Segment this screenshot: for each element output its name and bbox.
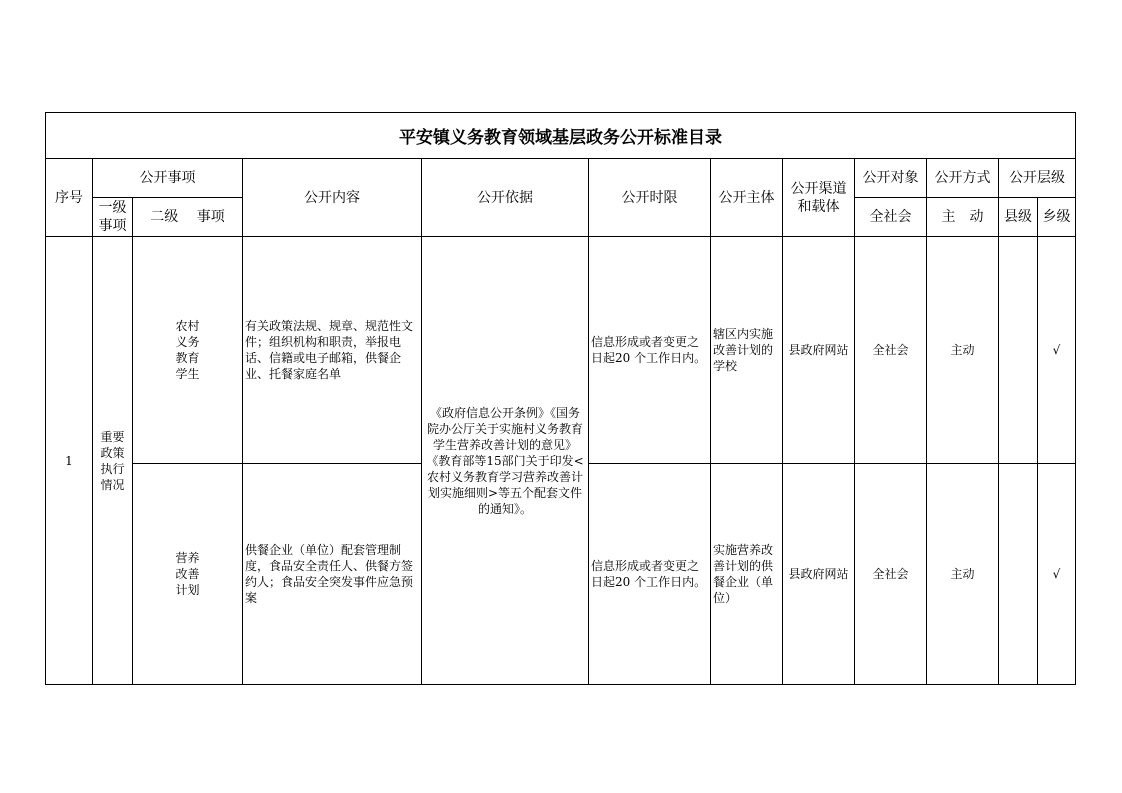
row1-subject: 辖区内实施改善计划的学校 <box>711 237 783 464</box>
header-subject: 公开主体 <box>711 159 783 237</box>
row-basis: 《政府信息公开条例》《国务院办公厅关于实施村义务教育学生营养改善计划的意见》《教育部等15部门关于印发<农村义务教育学习营养改善计划实施细则>等五个配套文件的通知》。 <box>422 237 589 685</box>
header-level: 公开层级 <box>999 159 1076 198</box>
row1-method: 主动 <box>927 237 999 464</box>
row2-township: √ <box>1038 464 1076 685</box>
catalog-table <box>45 112 1076 685</box>
header-target-sub: 全社会 <box>855 198 927 237</box>
row2-county <box>999 464 1038 685</box>
header-level1: 一级事项 <box>93 198 133 237</box>
row1-township: √ <box>1038 237 1076 464</box>
header-seq: 序号 <box>46 159 93 237</box>
row2-time-limit: 信息形成或者变更之日起20 个工作日内。 <box>589 464 711 685</box>
header-county: 县级 <box>999 198 1038 237</box>
header-method: 公开方式 <box>927 159 999 198</box>
row-seq: 1 <box>46 237 93 685</box>
row-level1: 重要政策执行情况 <box>93 237 133 685</box>
row1-content: 有关政策法规、规章、规范性文件；组织机构和职责，举报电话、信籍或电子邮箱，供餐企业、托餐家庭名单 <box>243 237 422 464</box>
header-public-items: 公开事项 <box>93 159 243 198</box>
header-method-sub: 主 动 <box>927 198 999 237</box>
row1-channel: 县政府网站 <box>783 237 855 464</box>
row2-level2: 营养改善计划 <box>133 464 243 685</box>
header-channel: 公开渠道和载体 <box>783 159 855 237</box>
row2-channel: 县政府网站 <box>783 464 855 685</box>
row2-subject: 实施营养改善计划的供餐企业（单位） <box>711 464 783 685</box>
row1-target: 全社会 <box>855 237 927 464</box>
row2-content: 供餐企业（单位）配套管理制度，食品安全责任人、供餐方签约人；食品安全突发事件应急预案 <box>243 464 422 685</box>
page-title: 平安镇义务教育领域基层政务公开标准目录 <box>46 113 1076 159</box>
row1-level2: 农村义务教育学生 <box>133 237 243 464</box>
row1-time-limit: 信息形成或者变更之日起20 个工作日内。 <box>589 237 711 464</box>
header-level2: 二级 事项 <box>133 198 243 237</box>
row2-target: 全社会 <box>855 464 927 685</box>
header-target: 公开对象 <box>855 159 927 198</box>
row1-county <box>999 237 1038 464</box>
header-basis: 公开依据 <box>422 159 589 237</box>
row2-method: 主动 <box>927 464 999 685</box>
header-content: 公开内容 <box>243 159 422 237</box>
header-time-limit: 公开时限 <box>589 159 711 237</box>
header-township: 乡级 <box>1038 198 1076 237</box>
